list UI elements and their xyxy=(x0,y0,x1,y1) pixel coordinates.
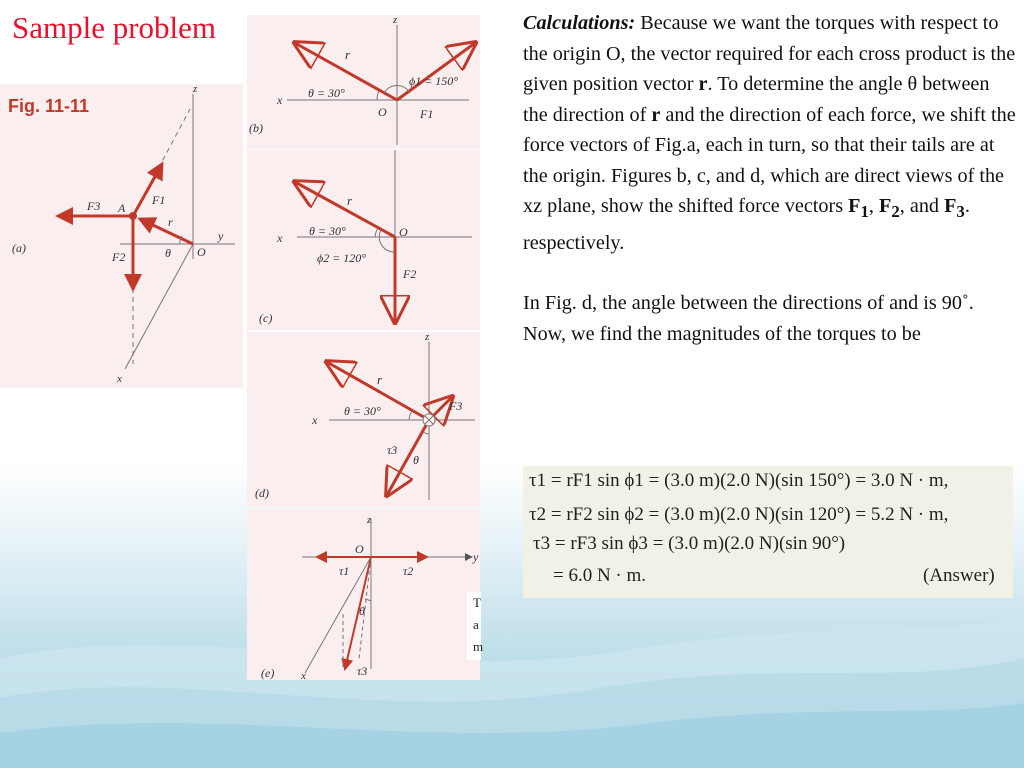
origin-label: O xyxy=(197,245,206,259)
vector-r-label: r xyxy=(347,193,353,208)
equation-box xyxy=(523,466,1013,598)
vector-f3-label: F3 xyxy=(87,199,101,213)
origin-label: O xyxy=(399,225,408,239)
equation-tau3-result: = 6.0 N · m. (Answer) xyxy=(553,565,995,586)
figure-d xyxy=(247,332,480,507)
angle-paragraph: In Fig. d, the angle between the directions of and is 90˚. xyxy=(523,292,974,315)
equation-tau2: τ2 = rF2 sin ϕ2 = (3.0 m)(2.0 N)(sin 120°) = 5.2 N · m, xyxy=(529,504,949,525)
torque-tau3-label: τ3 xyxy=(387,443,398,457)
figure-c xyxy=(247,150,480,330)
figure-a-tag: (a) xyxy=(12,241,26,255)
axis-y-label: y xyxy=(218,229,224,243)
angle-theta-label: θ = 30° xyxy=(308,86,345,100)
axis-z-label: z xyxy=(393,14,398,26)
axis-x-label: x xyxy=(277,231,283,245)
axis-z-label: z xyxy=(193,83,198,95)
figure-e-tag: (e) xyxy=(261,666,275,680)
clipped-caption: T a m xyxy=(467,592,481,660)
axis-x-label: x xyxy=(301,670,306,682)
figure-c-tag: (c) xyxy=(259,311,273,325)
angle-theta-label: θ xyxy=(165,246,171,260)
explanation-text xyxy=(523,8,1018,349)
slide-title: Sample problem xyxy=(12,10,217,45)
figure-e xyxy=(247,509,480,680)
figure-label: Fig. 11-11 xyxy=(8,96,90,116)
figure-b-tag: (b) xyxy=(249,121,263,135)
origin-label: O xyxy=(378,105,387,119)
torque-tau1-label: τ1 xyxy=(339,564,350,578)
axis-x-label: x xyxy=(312,413,318,427)
axis-y-label: y xyxy=(473,550,479,564)
point-a-label: A xyxy=(118,201,126,215)
torque-tau2-label: τ2 xyxy=(403,564,414,578)
answer-label: (Answer) xyxy=(923,565,995,586)
calc-label: Calculations: xyxy=(523,12,636,34)
angle-label: θ xyxy=(359,604,365,618)
vector-f1-label: F1 xyxy=(152,193,166,207)
force-f1-label: F1 xyxy=(420,107,434,121)
figure-b xyxy=(247,15,480,149)
angle-theta-label: θ = 30° xyxy=(309,224,346,238)
vector-f2-label: F2 xyxy=(112,250,126,264)
angle-label: θ xyxy=(413,453,419,467)
axis-z-label: z xyxy=(367,514,372,526)
vector-r-label: r xyxy=(168,215,173,229)
origin-label: O xyxy=(355,542,364,556)
force-f2-label: F2 xyxy=(403,267,417,281)
equation-tau1: τ1 = rF1 sin ϕ1 = (3.0 m)(2.0 N)(sin 150°) = 3.0 N · m, xyxy=(529,470,949,491)
angle-theta-label: θ = 30° xyxy=(344,404,381,418)
force-f3-label: F3 xyxy=(449,399,463,413)
axis-x-label: x xyxy=(277,93,283,107)
figure-a xyxy=(0,84,243,388)
vector-r-label: r xyxy=(377,372,383,387)
axis-x-label: x xyxy=(117,373,122,385)
figure-d-tag: (d) xyxy=(255,486,269,500)
calculation-paragraph: Calculations: Because we want the torques with respect to the origin O, the vector required for each cross product is the given position vector r. To determine the angle θ between the direction of r and the direction of each force, we shift the force vectors of Fig.a, each in turn, so that their tails are at the origin. Figures b, c, and d, which are direct views of the xz plane, show the shifted force vectors $F_1$, $F_2$, and $F_3$. respectively. xyxy=(523,12,1016,254)
angle-phi-label: ϕ1 = 150° xyxy=(409,74,459,88)
equation-tau3: τ3 = rF3 sin ϕ3 = (3.0 m)(2.0 N)(sin 90°) xyxy=(533,533,846,554)
angle-phi-label: ϕ2 = 120° xyxy=(317,251,367,265)
torque-tau3-label: τ3 xyxy=(357,664,368,678)
magnitude-paragraph: Now, we find the magnitudes of the torques to be xyxy=(523,322,921,345)
axis-z-label: z xyxy=(425,331,430,343)
vector-r-label: r xyxy=(345,47,351,62)
